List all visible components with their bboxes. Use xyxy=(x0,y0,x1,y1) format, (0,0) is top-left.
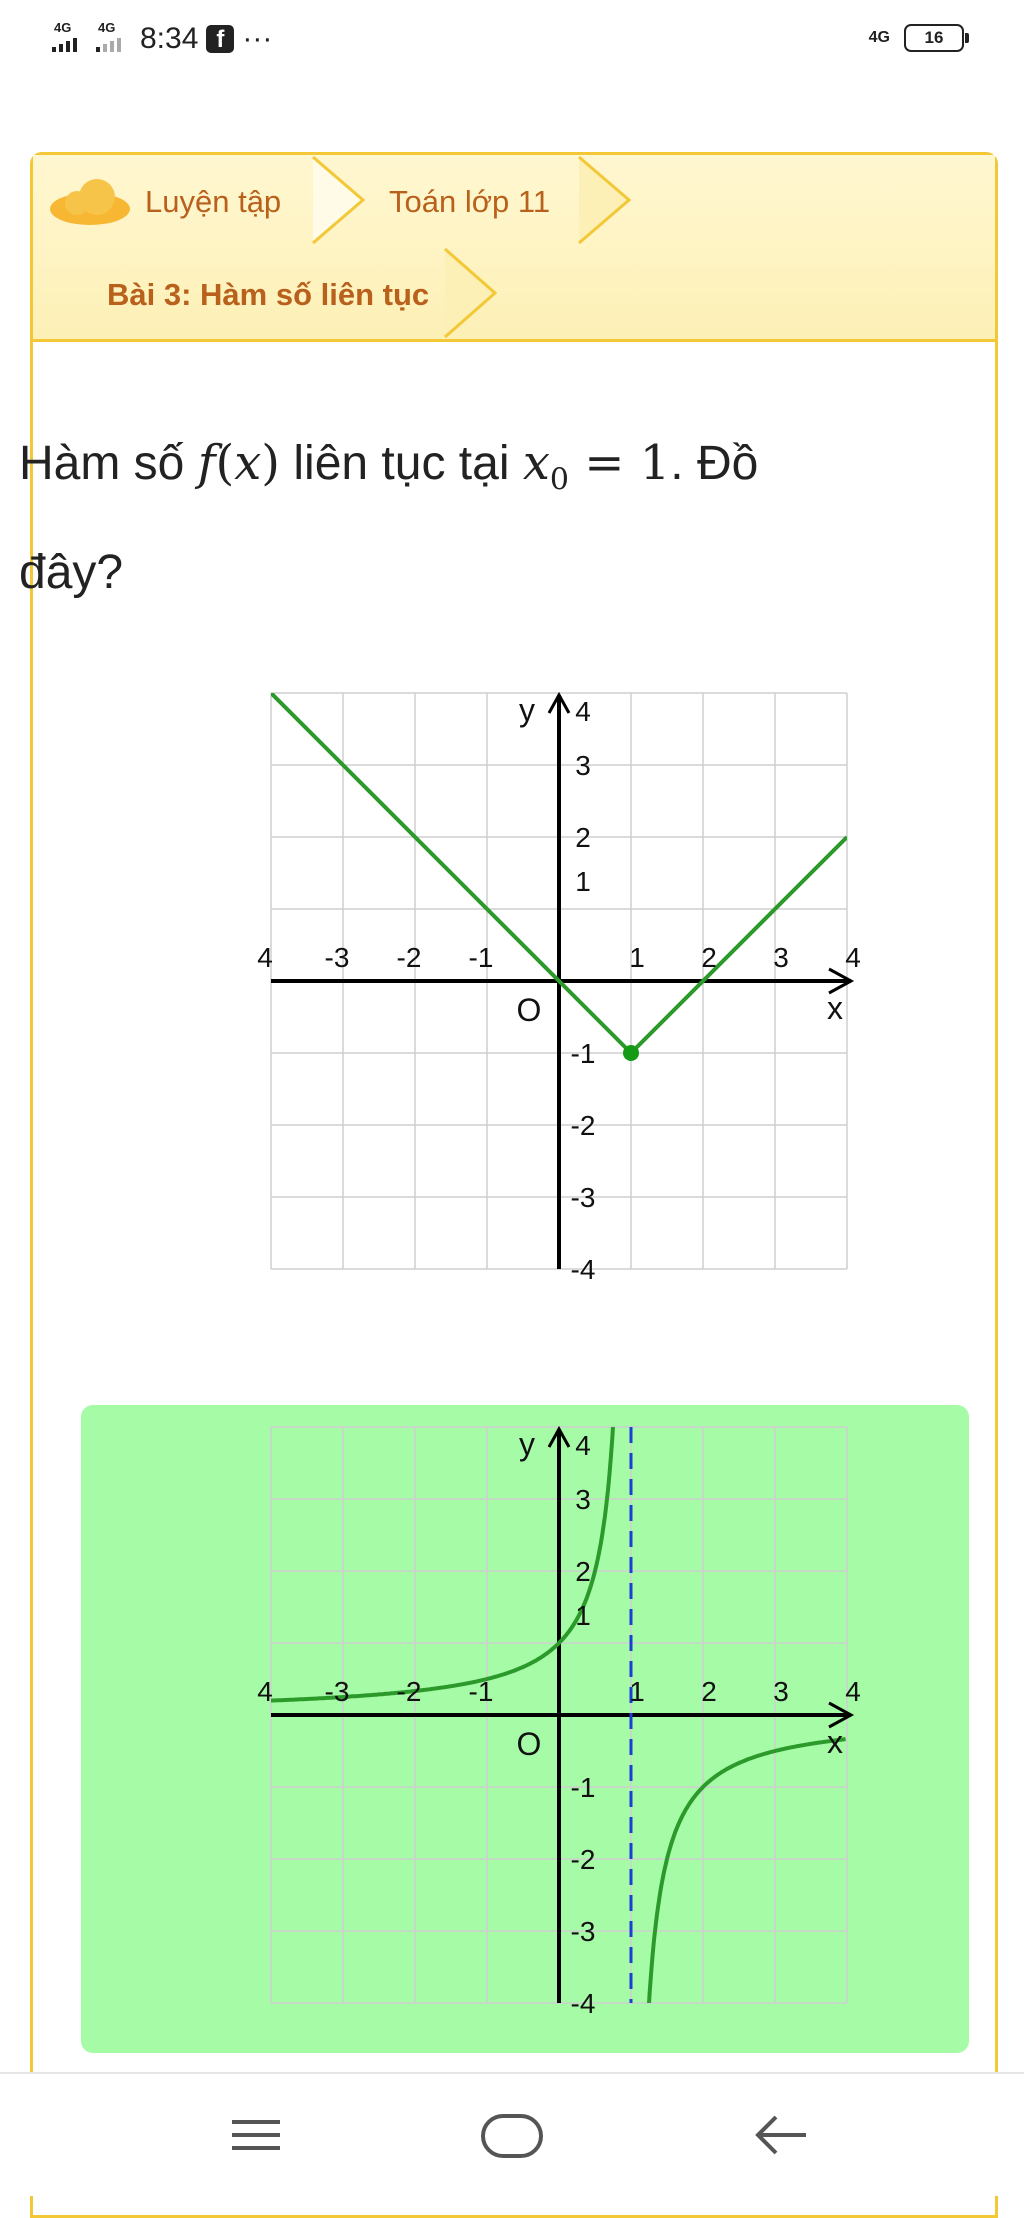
y-tick-label: -4 xyxy=(570,1988,596,2019)
back-icon[interactable] xyxy=(752,2100,812,2170)
y-tick-label: -3 xyxy=(570,1916,596,1947)
signal-icon-sim2: 4G xyxy=(96,24,132,54)
y-tick-label: 1 xyxy=(575,866,591,897)
chevron-right-icon xyxy=(577,155,637,245)
x-tick-label: -3 xyxy=(324,1676,350,1707)
x-tick-label: -2 xyxy=(396,942,422,973)
signal-icon-sim1: 4G xyxy=(52,24,88,54)
x-tick-label: 4 xyxy=(257,942,273,973)
x-tick-label: 1 xyxy=(629,1676,645,1707)
y-tick-label: 4 xyxy=(575,696,591,727)
y-tick-label: 2 xyxy=(575,822,591,853)
x-tick-label: 4 xyxy=(845,942,861,973)
clock: 8:34 xyxy=(140,22,199,55)
x-tick-label: 3 xyxy=(773,942,789,973)
facebook-notification-icon: f xyxy=(206,25,234,53)
status-bar xyxy=(0,0,1024,80)
x-tick-label: 4 xyxy=(257,1676,273,1707)
chevron-right-icon xyxy=(311,155,371,245)
origin-label: O xyxy=(516,992,542,1028)
home-icon[interactable] xyxy=(478,2100,548,2170)
chevron-right-icon xyxy=(443,247,503,339)
y-axis-label: y xyxy=(519,1426,535,1462)
y-tick-label: 3 xyxy=(575,750,591,781)
x-tick-label: 2 xyxy=(701,942,717,973)
more-notifications-icon: ··· xyxy=(242,22,273,55)
x-tick-label: 4 xyxy=(845,1676,861,1707)
breadcrumb-item-math11[interactable]: Toán lớp 11 xyxy=(389,184,551,219)
breadcrumb-item-practice[interactable]: Luyện tập xyxy=(145,184,282,219)
x-tick-label: -2 xyxy=(396,1676,422,1707)
x-tick-label: 2 xyxy=(701,1676,717,1707)
y-axis-label: y xyxy=(519,692,535,728)
option-graph xyxy=(239,1426,861,2019)
y-tick-label: -2 xyxy=(570,1110,596,1141)
question-graph xyxy=(239,692,861,1285)
x-tick-label: 1 xyxy=(629,942,645,973)
y-tick-label: 2 xyxy=(575,1556,591,1587)
curve-point-marker xyxy=(623,1045,639,1061)
question-text: Hàm số f(x) liên tục tại $x_0 = 1$. Đồ đây? xyxy=(19,435,759,599)
x-tick-label: -3 xyxy=(324,942,350,973)
battery-icon: 16 xyxy=(904,24,964,52)
x-tick-label: 3 xyxy=(773,1676,789,1707)
x-axis-label: x xyxy=(827,990,843,1026)
cloud-icon xyxy=(47,175,133,227)
y-tick-label: -3 xyxy=(570,1182,596,1213)
y-tick-label: -1 xyxy=(570,1038,596,1069)
lesson-card xyxy=(19,152,998,2218)
y-tick-label: -2 xyxy=(570,1844,596,1875)
x-tick-label: -1 xyxy=(468,1676,494,1707)
answer-option-a[interactable] xyxy=(81,1405,969,2053)
function-curve-right-branch xyxy=(645,1739,845,2075)
x-axis-label: x xyxy=(827,1724,843,1760)
breadcrumb-item-lesson[interactable]: Bài 3: Hàm số liên tục xyxy=(107,277,430,312)
navigation-bar xyxy=(0,2072,1024,2196)
breadcrumb xyxy=(33,155,995,342)
y-tick-label: -1 xyxy=(570,1772,596,1803)
y-tick-label: 1 xyxy=(575,1600,591,1631)
network-4g-icon: 4G xyxy=(868,29,890,46)
menu-icon[interactable] xyxy=(226,2100,286,2170)
origin-label: O xyxy=(516,1726,542,1762)
x-tick-label: -1 xyxy=(468,942,494,973)
y-tick-label: 3 xyxy=(575,1484,591,1515)
y-tick-label: -4 xyxy=(570,1254,596,1285)
y-tick-label: 4 xyxy=(575,1430,591,1461)
